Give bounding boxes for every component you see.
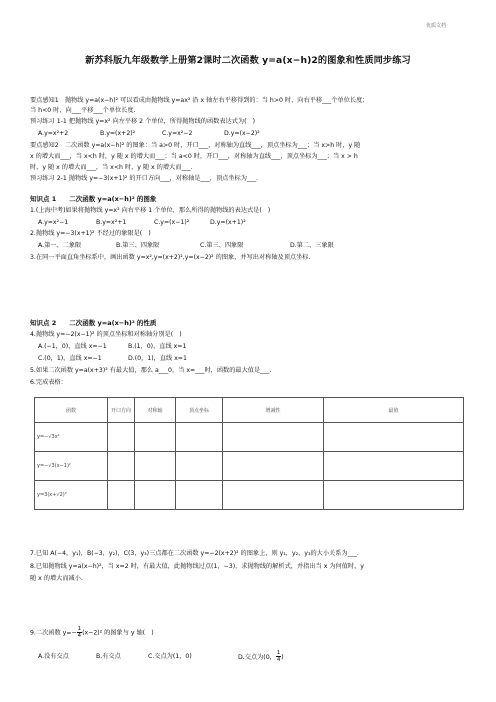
preview-exercise-2-1: 预习练习 2-1 抛物线 y=−3(x+1)² 的开口方向___，对称轴是___，顶点坐标为___. [30, 175, 259, 182]
question-9-suffix: (x−2)² 的图象与 y 轴( ) [82, 629, 154, 637]
question-2: 2.抛物线 y=−3(x+1)² 不经过的象限是( ) [30, 230, 151, 237]
table-cell[interactable] [223, 481, 324, 510]
fraction-numerator: 1 [77, 626, 82, 632]
option-d [238, 650, 284, 665]
option-c: C.y=(x−1)² [154, 219, 190, 226]
option-a: A.y=x²−1 [38, 219, 69, 226]
preview-exercise-1-1: 预习练习 1-1 把抛物线 y=x² 向左平移 2 个单位，所得抛物线的函数表达式为( ) [30, 118, 256, 125]
option-a: A.没有交点 [38, 653, 69, 660]
option-a: A.(−1，0)，直线 x=−1 [38, 343, 107, 350]
option-c: C.交点为(1，0) [148, 653, 192, 660]
option-c: C.第三、四象限 [200, 242, 244, 249]
preview-exercise-1-1-options [38, 130, 468, 138]
table-row [35, 452, 464, 481]
option-d-text: D.交点为(0， [238, 653, 276, 661]
question-9-options [38, 650, 468, 665]
table-cell[interactable] [108, 423, 135, 452]
header-vertex: 顶点坐标 [176, 398, 223, 423]
option-a: A.y=x²+2 [38, 130, 69, 137]
fraction-denominator: 4 [77, 633, 82, 639]
header-extremum: 最值 [324, 398, 464, 423]
key-point-1-line-2: 当 h<0 时，向___平移___个单位长度. [30, 107, 136, 114]
question-1-options [38, 219, 468, 227]
table-header-row [35, 398, 464, 423]
table-row [35, 481, 464, 510]
option-b: B.(1，0)，直线 x=1 [128, 343, 187, 350]
question-9-prefix: 9.二次函数 y=− [30, 629, 77, 637]
question-3: 3.在同一平面直角坐标系中，画出函数 y=x²,y=(x+2)²,y=(x−2)² 的图象，并写出对称轴及顶点坐标. [30, 254, 311, 261]
question-6: 6.完成表格： [30, 379, 67, 386]
option-d: D.y=(x−2)² [224, 130, 260, 137]
table-cell[interactable] [108, 452, 135, 481]
question-2-options [38, 242, 468, 250]
properties-table [34, 397, 464, 510]
option-c: C.(0，1)，直线 x=−1 [38, 355, 102, 362]
function-cell: y=3(x+√2)² [35, 481, 108, 510]
knowledge-point-1-heading: 知识点 1 二次函数 y=a(x−h)² 的图象 [30, 195, 157, 203]
option-d: D.(0，1)，直线 x=1 [128, 355, 187, 362]
table-cell[interactable] [223, 423, 324, 452]
table-row [35, 423, 464, 452]
key-point-2-line-1: 要点感知2 二次函数 y=a(x−h)² 的图象：当 a>0 时，开口___，对称轴为直线___，顶点坐标为___；当 x>h 时，y 随 [30, 142, 361, 149]
table-cell[interactable] [135, 452, 176, 481]
option-b: B.有交点 [96, 653, 121, 660]
table-cell[interactable] [324, 452, 464, 481]
table-cell[interactable] [176, 481, 223, 510]
question-4-options-row-1 [38, 343, 468, 351]
option-c: C.y=x²−2 [162, 130, 193, 137]
key-point-2-line-3: 时，y 随 x 的增大而___，当 x<h 时，y 随 x 的增大而___. [30, 164, 193, 171]
key-point-1-line-1: 要点感知1 抛物线 y=a(x−h)² 可以看成由抛物线 y=ax² 沿 x 轴左右平移得到的：当 h>0 时，向右平移___个单位长度； [30, 97, 369, 104]
table-cell[interactable] [223, 452, 324, 481]
question-4-options-row-2 [38, 355, 468, 363]
table-cell[interactable] [176, 423, 223, 452]
table-cell[interactable] [135, 481, 176, 510]
question-4: 4.抛物线 y=−2(x−1)² 的顶点坐标和对称轴分别是( ) [30, 331, 182, 338]
header-monotonicity: 增减性 [223, 398, 324, 423]
option-a: A.第一、二象限 [38, 242, 82, 249]
question-8-line-2: 随 x 的增大而减小. [30, 575, 83, 582]
header-opening-direction: 开口方向 [108, 398, 135, 423]
question-8-line-1: 8.已知抛物线 y=a(x−h)²，当 x=2 时，有最大值，此抛物线过点(1，−3)，求抛物线的解析式，并指出当 x 为何值时，y [30, 563, 364, 570]
option-b: B.y=x²+1 [96, 219, 127, 226]
question-5: 5.如果二次函数 y=a(x+3)² 有最大值，那么 a___0，当 x=___时，函数的最大值是___. [30, 367, 272, 374]
function-cell: y=−√3(x−1)² [35, 452, 108, 481]
key-point-2-line-2: x 的增大而___，当 x<h 时，y 随 x 的增大而___；当 a<0 时，开口___，对称轴为直线___，顶点坐标为___；当 x > h [30, 153, 358, 160]
option-d: D.第二、三象限 [290, 242, 334, 249]
table-cell[interactable] [176, 452, 223, 481]
question-7: 7.已知 A(−4，y₁)，B(−3，y₂)，C(3，y₃)三点都在二次函数 y=−2(x+2)² 的图象上，则 y₁，y₂，y₃的大小关系为___. [30, 550, 359, 557]
fraction-numerator: 1 [276, 650, 281, 656]
option-b: B.y=(x+2)² [100, 130, 136, 137]
table-cell[interactable] [108, 481, 135, 510]
option-d: D.y=(x+1)² [210, 219, 246, 226]
table-cell[interactable] [324, 423, 464, 452]
function-cell: y=−√3x² [35, 423, 108, 452]
page-title: 新苏科版九年级数学上册第2课时二次函数 y=a(x−h)2的图象和性质同步练习 [85, 55, 411, 66]
option-b: B.第三、四象限 [116, 242, 160, 249]
question-9 [30, 626, 468, 641]
table-cell[interactable] [135, 423, 176, 452]
header-axis-of-symmetry: 对称轴 [135, 398, 176, 423]
option-d-close: ) [281, 653, 284, 661]
header-function: 函数 [35, 398, 108, 423]
table-cell[interactable] [324, 481, 464, 510]
question-1: 1.(上海中考)如果将抛物线 y=x² 向右平移 1 个单位，那么所得的抛物线的表达式是( ) [30, 207, 271, 214]
header-watermark: 优质文档 [425, 23, 446, 29]
knowledge-point-2-heading: 知识点 2 二次函数 y=a(x−h)² 的性质 [30, 319, 157, 327]
fraction-denominator: 4 [276, 657, 281, 663]
